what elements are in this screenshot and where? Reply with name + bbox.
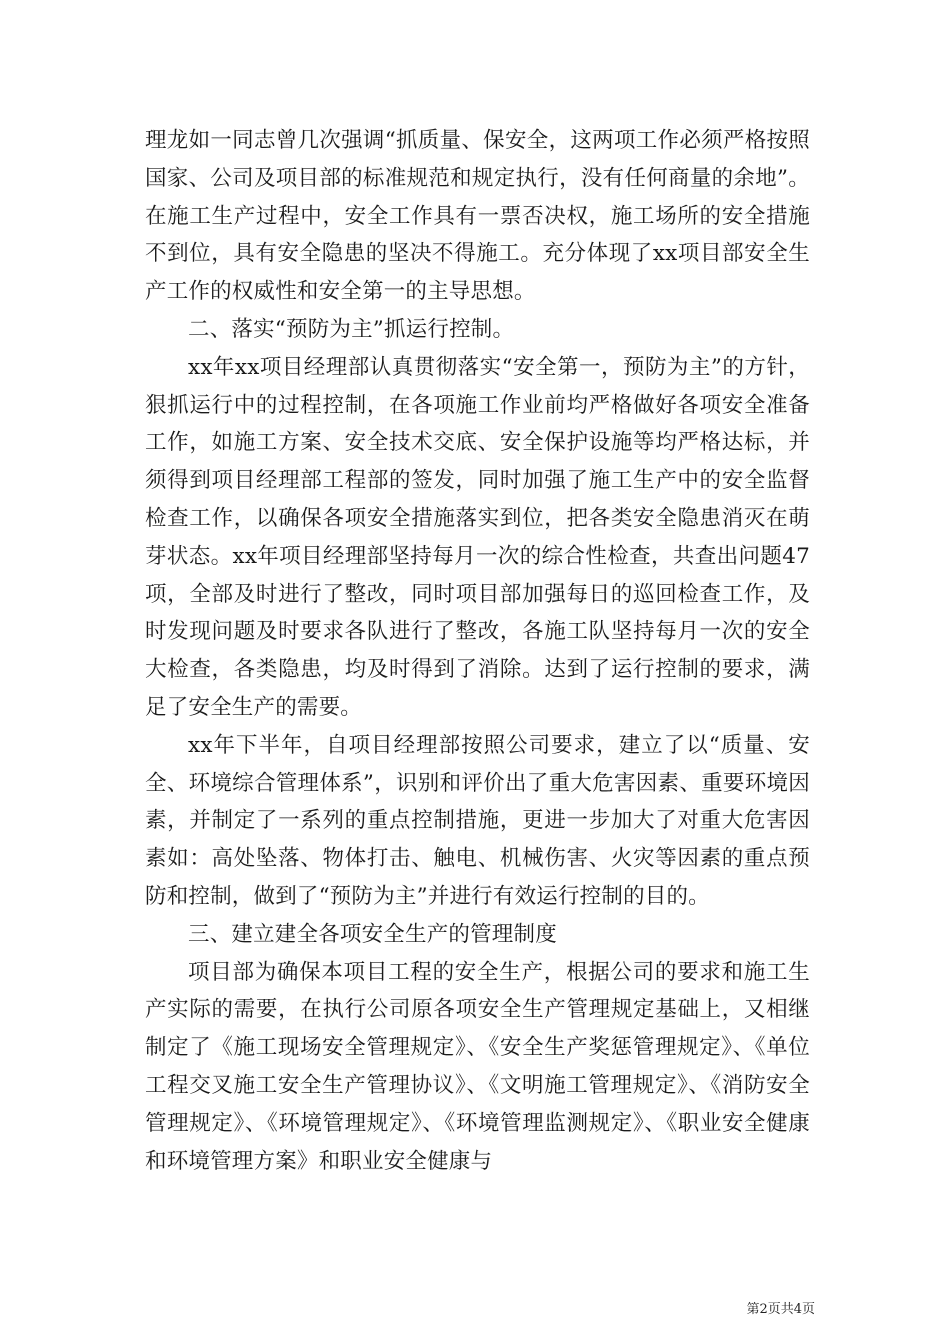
paragraph-6: 项目部为确保本项目工程的安全生产，根据公司的要求和施工生产实际的需要，在执行公司原各项安全生产管理规定基础上，又相继制定了《施工现场安全管理规定》、《安全生产奖惩管理规定》、《单位工程交叉施工安全生产管理协议》、《文明施工管理规定》、《消防安全管理规定》、《环境管理规定》、《环境管理监测规定》、《职业安全健康和环境管理方案》和职业安全健康与: [145, 959, 810, 1174]
paragraph-3: xx年xx项目经理部认真贯彻落实“安全第一，预防为主”的方针，狠抓运行中的过程控制，在各项施工作业前均严格做好各项安全准备工作，如施工方案、安全技术交底、安全保护设施等均严格达标，并须得到项目经理部工程部的签发，同时加强了施工生产中的安全监督检查工作，以确保各项安全措施落实到位，把各类安全隐患消灭在萌芽状态。xx年项目经理部坚持每月一次的综合性检查，共查出问题47项，全部及时进行了整改，同时项目部加强每日的巡回检查工作，及时发现问题及时要求各队进行了整改，各施工队坚持每月一次的安全大检查，各类隐患，均及时得到了消除。达到了运行控制的要求，满足了安全生产的需要。: [145, 354, 810, 720]
section-heading-3: 三、建立建全各项安全生产的管理制度: [188, 921, 557, 947]
body-text: [145, 122, 810, 1180]
section-heading-2: 二、落实“预防为主”抓运行控制。: [188, 316, 515, 342]
paragraph-4: xx年下半年，自项目经理部按照公司要求，建立了以“质量、安全、环境综合管理体系”，识别和评价出了重大危害因素、重要环境因素，并制定了一系列的重点控制措施，更进一步加大了对重大危害因素如：高处坠落、物体打击、触电、机械伤害、火灾等因素的重点预防和控制，做到了“预防为主”并进行有效运行控制的目的。: [145, 732, 810, 909]
page-number: 第2页共4页: [746, 1302, 815, 1317]
paragraph-1: 理龙如一同志曾几次强调“抓质量、保安全，这两项工作必须严格按照国家、公司及项目部的标准规范和规定执行，没有任何商量的余地”。在施工生产过程中，安全工作具有一票否决权，施工场所的安全措施不到位，具有安全隐患的坚决不得施工。充分体现了xx项目部安全生产工作的权威性和安全第一的主导思想。: [145, 128, 810, 305]
